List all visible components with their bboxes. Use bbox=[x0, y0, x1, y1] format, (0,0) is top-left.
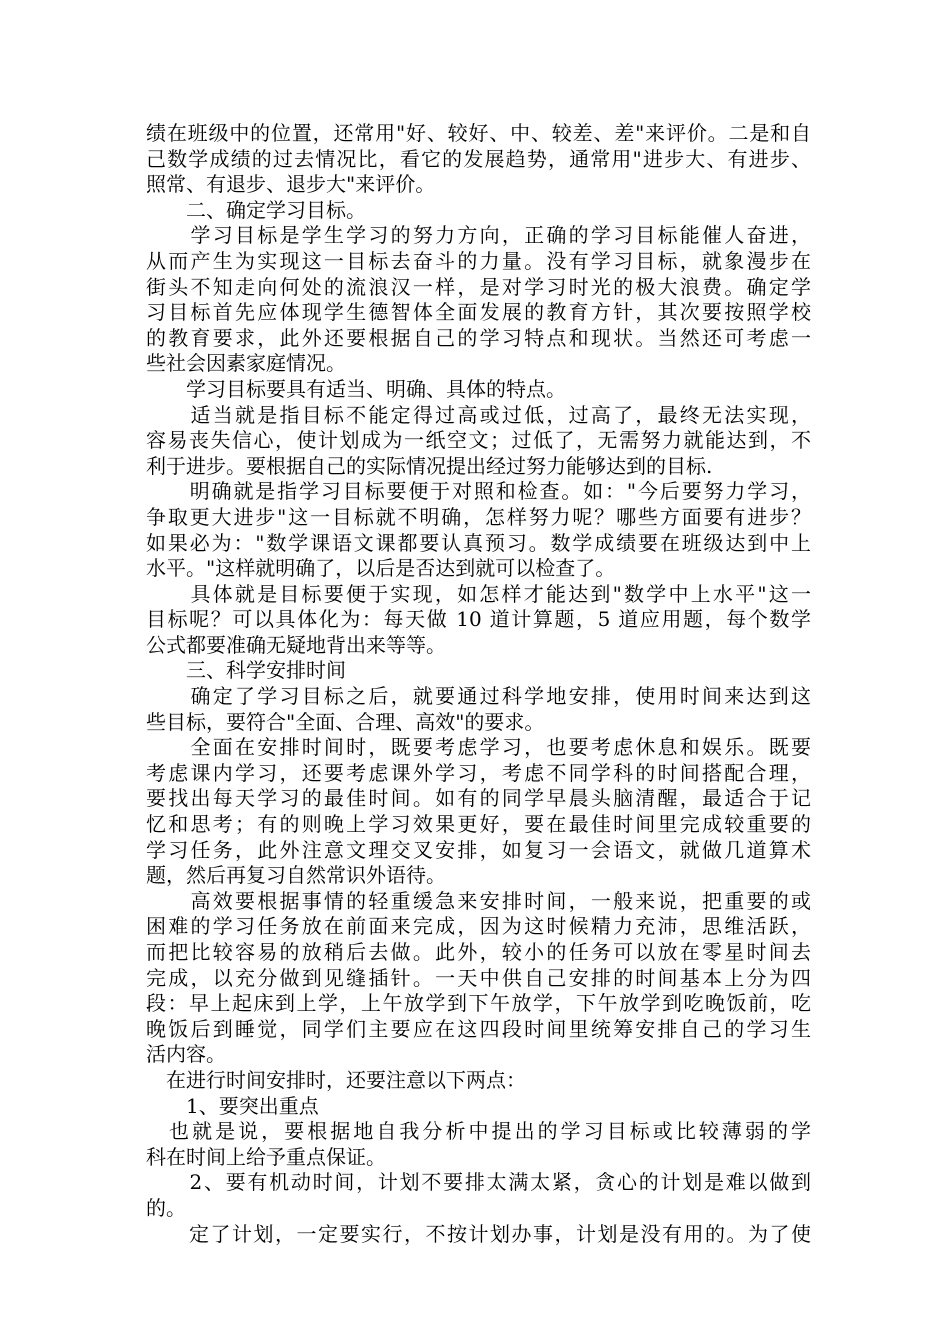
text-line: 困难的学习任务放在前面来完成，因为这时候精力充沛，思维活跃， bbox=[146, 914, 811, 939]
text-line: 从而产生为实现这一目标去奋斗的力量。没有学习目标，就象漫步在 bbox=[146, 248, 811, 273]
text-line: 定了计划，一定要实行，不按计划办事，计划是没有用的。为了使 bbox=[146, 1221, 811, 1246]
text-line: 些社会因素家庭情况。 bbox=[146, 351, 346, 376]
text-line: 的教育要求，此外还要根据自己的学习特点和现状。当然还可考虑一 bbox=[146, 325, 811, 350]
text-line: 利于进步。要根据自己的实际情况提出经过努力能够达到的目标. bbox=[146, 453, 713, 478]
text-line: 如果必为："数学课语文课都要认真预习。数学成绩要在班级达到中上 bbox=[146, 530, 811, 555]
text-line: 容易丧失信心，使计划成为一纸空文；过低了，无需努力就能达到，不 bbox=[146, 428, 811, 453]
text-line: 的。 bbox=[146, 1195, 186, 1220]
text-line: 己数学成绩的过去情况比，看它的发展趋势，通常用"进步大、有进步、 bbox=[146, 146, 811, 171]
text-line: 学习目标是学生学习的努力方向，正确的学习目标能催人奋进， bbox=[146, 223, 811, 248]
section-heading: 三、科学安排时间 bbox=[146, 658, 346, 683]
text-line: 要找出每天学习的最佳时间。如有的同学早晨头脑清醒，最适合于记 bbox=[146, 786, 811, 811]
list-item-heading: 2、要有机动时间，计划不要排太满太紧，贪心的计划是难以做到 bbox=[146, 1170, 811, 1195]
text-line: 考虑课内学习，还要考虑课外学习，考虑不同学科的时间搭配合理， bbox=[146, 760, 811, 785]
text-line: 晚饭后到睡觉，同学们主要应在这四段时间里统筹安排自己的学习生 bbox=[146, 1016, 811, 1041]
text-line: 明确就是指学习目标要便于对照和检查。如："今后要努力学习， bbox=[146, 479, 811, 504]
text-line: 科在时间上给予重点保证。 bbox=[146, 1144, 386, 1169]
text-line: 高效要根据事情的轻重缓急来安排时间，一般来说，把重要的或 bbox=[146, 888, 811, 913]
text-line: 街头不知走向何处的流浪汉一样，是对学习时光的极大浪费。确定学 bbox=[146, 274, 811, 299]
text-line: 学习目标要具有适当、明确、具体的特点。 bbox=[146, 376, 566, 401]
list-item-heading: 1、要突出重点 bbox=[146, 1093, 319, 1118]
text-line: 段：早上起床到上学，上午放学到下午放学，下午放学到吃晚饭前，吃 bbox=[146, 991, 811, 1016]
text-line: 目标呢？可以具体化为：每天做 10 道计算题，5 道应用题，每个数学 bbox=[146, 607, 811, 632]
text-line: 适当就是指目标不能定得过高或过低，过高了，最终无法实现， bbox=[146, 402, 811, 427]
text-line: 活内容。 bbox=[146, 1042, 226, 1067]
text-line: 争取更大进步"这一目标就不明确，怎样努力呢？哪些方面要有进步？ bbox=[146, 504, 811, 529]
text-line: 而把比较容易的放稍后去做。此外，较小的任务可以放在零星时间去 bbox=[146, 940, 811, 964]
text-line: 具体就是目标要便于实现，如怎样才能达到"数学中上水平"这一 bbox=[146, 581, 811, 606]
document-body bbox=[146, 121, 811, 1247]
text-line: 在进行时间安排时，还要注意以下两点： bbox=[146, 1067, 526, 1092]
text-line: 确定了学习目标之后，就要通过科学地安排，使用时间来达到这 bbox=[146, 684, 811, 709]
text-line: 也就是说，要根据地自我分析中提出的学习目标或比较薄弱的学 bbox=[146, 1119, 811, 1144]
text-line: 水平。"这样就明确了，以后是否达到就可以检查了。 bbox=[146, 556, 616, 581]
text-line: 学习任务，此外注意文理交叉安排，如复习一会语文，就做几道算术 bbox=[146, 837, 811, 862]
text-line: 习目标首先应体现学生德智体全面发展的教育方针，其次要按照学校 bbox=[146, 300, 811, 325]
text-line: 些目标，要符合"全面、合理、高效"的要求。 bbox=[146, 709, 545, 734]
text-line: 题，然后再复习自然常识外语待。 bbox=[146, 863, 446, 888]
section-heading: 二、确定学习目标。 bbox=[146, 197, 366, 222]
text-line: 完成，以充分做到见缝插针。一天中供自己安排的时间基本上分为四 bbox=[146, 965, 811, 990]
text-line: 公式都要准确无疑地背出来等等。 bbox=[146, 632, 446, 657]
text-line: 忆和思考；有的则晚上学习效果更好，要在最佳时间里完成较重要的 bbox=[146, 812, 811, 837]
text-line: 绩在班级中的位置，还常用"好、较好、中、较差、差"来评价。二是和自 bbox=[146, 121, 811, 145]
text-line: 照常、有退步、退步大"来评价。 bbox=[146, 172, 436, 197]
text-line: 全面在安排时间时，既要考虑学习，也要考虑休息和娱乐。既要 bbox=[146, 735, 811, 760]
